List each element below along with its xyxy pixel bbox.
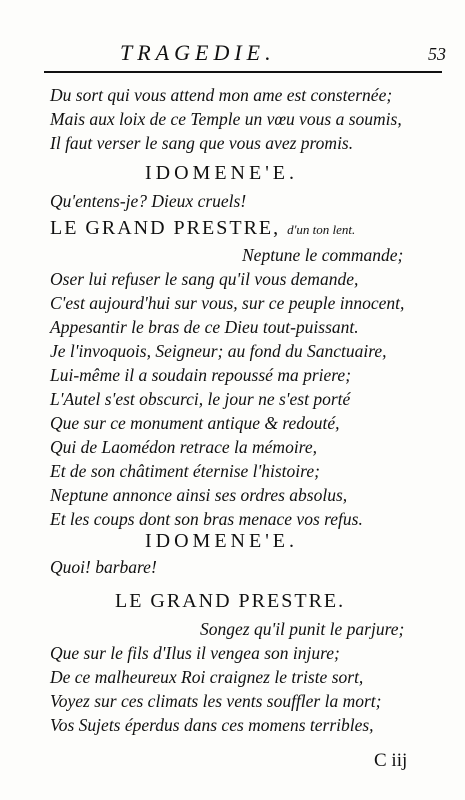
verse-line: Neptune annonce ainsi ses ordres absolus,: [50, 485, 348, 505]
verse-line: Voyez sur ces climats les vents souffler la mort;: [50, 691, 382, 711]
signature-mark: C iij: [374, 750, 408, 771]
running-head: TRAGEDIE.: [120, 40, 276, 65]
speaker-name: LE GRAND PRESTRE.: [115, 590, 346, 612]
header-rule: [44, 71, 442, 73]
verse-line: L'Autel s'est obscurci, le jour ne s'est porté: [50, 389, 351, 409]
verse-line: C'est aujourd'hui sur vous, sur ce peuple innocent,: [50, 293, 405, 313]
speaker-name: LE GRAND PRESTRE,: [50, 217, 281, 239]
verse-line: Lui-même il a soudain repoussé ma priere;: [50, 365, 352, 385]
speaker-heading: [50, 217, 355, 240]
stage-direction: d'un ton lent.: [287, 222, 356, 237]
verse-line: De ce malheureux Roi craignez le triste sort,: [50, 667, 364, 687]
speaker-name: IDOMENE'E.: [145, 162, 299, 184]
verse-line: Que sur le fils d'Ilus il vengea son injure;: [50, 643, 340, 663]
verse-line: Il faut verser le sang que vous avez promis.: [50, 133, 354, 153]
speaker-name: IDOMENE'E.: [145, 530, 299, 552]
verse-line: Que sur ce monument antique & redouté,: [50, 413, 340, 433]
verse-line: Et de son châtiment éternise l'histoire;: [50, 461, 320, 481]
verse-line: Mais aux loix de ce Temple un vœu vous a soumis,: [50, 109, 402, 129]
verse-line: Et les coups dont son bras menace vos refus.: [50, 509, 363, 529]
verse-line: Je l'invoquois, Seigneur; au fond du Sanctuaire,: [50, 341, 387, 361]
verse-line: Du sort qui vous attend mon ame est consternée;: [50, 85, 393, 105]
verse-line: Qui de Laomédon retrace la mémoire,: [50, 437, 317, 457]
page-number: 53: [428, 44, 446, 64]
verse-line: Qu'entens-je? Dieux cruels!: [50, 191, 247, 211]
verse-line: Neptune le commande;: [242, 245, 404, 265]
verse-line: Oser lui refuser le sang qu'il vous demande,: [50, 269, 359, 289]
verse-line: Appesantir le bras de ce Dieu tout-puissant.: [50, 317, 359, 337]
verse-line: Songez qu'il punit le parjure;: [200, 619, 405, 639]
verse-line: Vos Sujets éperdus dans ces momens terribles,: [50, 715, 374, 735]
verse-line: Quoi! barbare!: [50, 557, 157, 577]
